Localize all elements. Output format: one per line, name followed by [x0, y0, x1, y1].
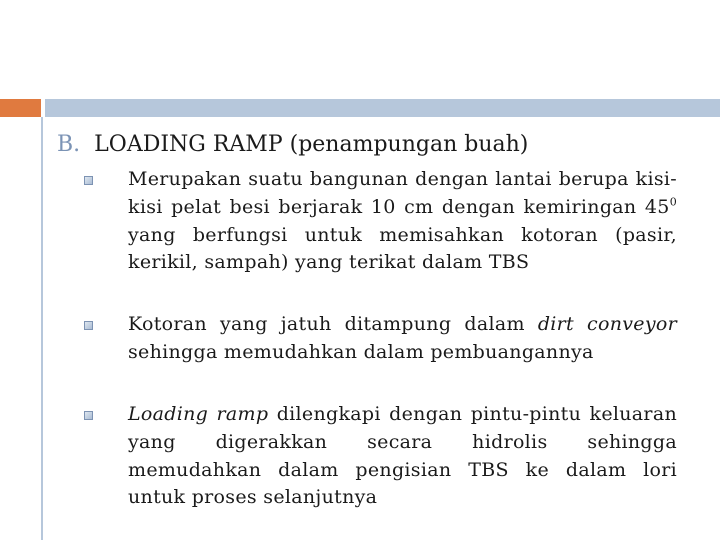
accent-bar-orange [0, 99, 41, 117]
square-bullet-icon [84, 176, 93, 185]
accent-bar-blue [45, 99, 720, 117]
square-bullet-icon [84, 411, 93, 420]
bullet-text: Loading ramp dilengkapi dengan pintu-pintu keluaran yang digerakkan secara hidrolis sehingga memudahkan dalam pengisian TBS ke dalam lori untuk proses selanjutnya [128, 403, 677, 509]
section-title: LOADING RAMP (penampungan buah) [94, 132, 529, 157]
bullet-text: Merupakan suatu bangunan dengan lantai berupa kisi-kisi pelat besi berjarak 10 cm dengan kemiringan $45^0$ yang berfungsi untuk memisahkan kotoran (pasir, kerikil, sampah) yang terikat dalam TBS [128, 168, 677, 274]
bullet-text: Kotoran yang jatuh ditampung dalam dirt conveyor sehingga memudahkan dalam pembuangannya [128, 313, 677, 363]
section-heading [57, 130, 697, 160]
section-letter: B. [57, 132, 81, 157]
vertical-divider [41, 117, 43, 540]
square-bullet-icon [84, 321, 93, 330]
